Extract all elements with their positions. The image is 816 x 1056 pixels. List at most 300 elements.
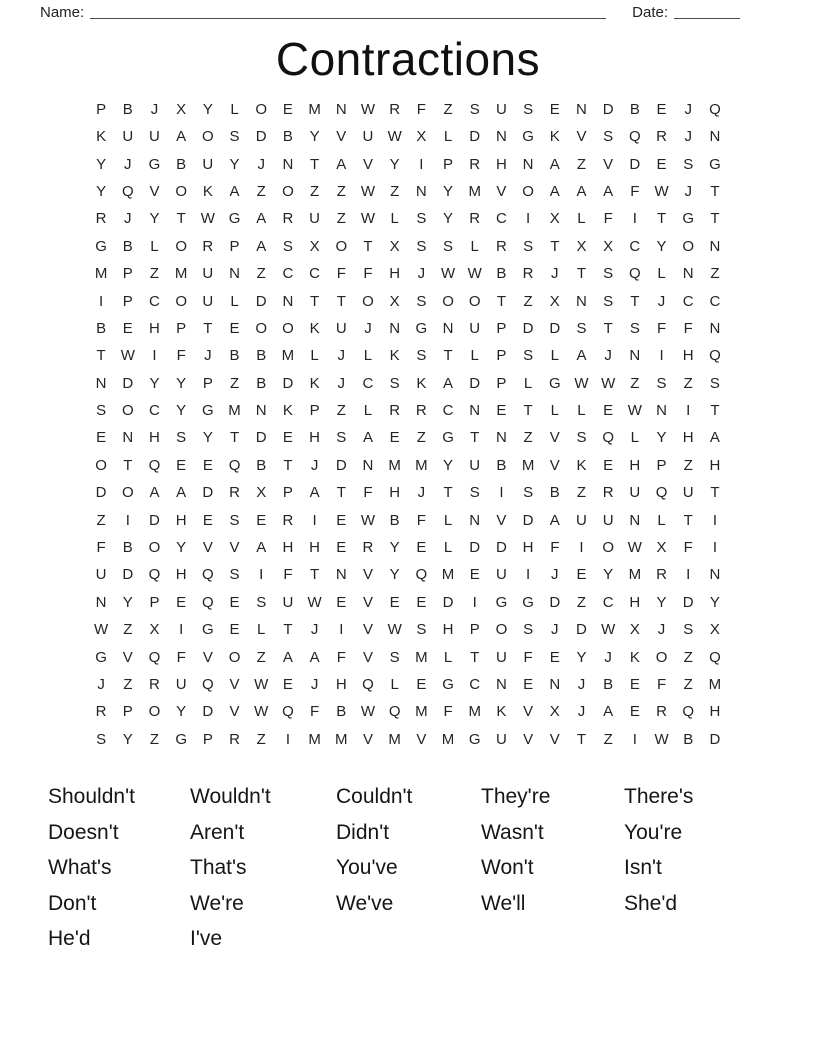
- grid-letter: D: [122, 374, 134, 392]
- grid-letter: U: [629, 484, 641, 502]
- grid-letter: A: [443, 374, 454, 392]
- grid-letter: R: [415, 402, 427, 420]
- grid-letter: N: [709, 128, 721, 146]
- page-title: Contractions: [275, 33, 541, 85]
- grid-letter: R: [602, 484, 614, 502]
- grid-letter: F: [176, 347, 186, 365]
- grid-letter: H: [149, 319, 160, 337]
- grid-letter: L: [230, 100, 239, 118]
- grid-letter: C: [469, 675, 481, 693]
- grid-letter: I: [125, 511, 130, 529]
- grid-letter: M: [388, 456, 401, 474]
- grid-letter: Z: [256, 648, 266, 666]
- grid-letter: H: [495, 155, 507, 173]
- grid-letter: D: [202, 703, 214, 721]
- grid-letter: S: [523, 484, 534, 502]
- grid-letter: J: [551, 265, 559, 283]
- grid-letter: M: [415, 703, 428, 721]
- grid-letter: A: [709, 429, 720, 447]
- grid-letter: V: [549, 456, 560, 474]
- grid-letter: I: [259, 566, 264, 584]
- grid-letter: J: [684, 100, 692, 118]
- grid-letter: N: [255, 402, 267, 420]
- grid-letter: R: [229, 484, 240, 502]
- grid-letter: Y: [176, 402, 187, 420]
- grid-letter: F: [336, 648, 346, 666]
- grid-letter: L: [310, 347, 319, 365]
- grid-letter: D: [469, 128, 481, 146]
- grid-letter: Y: [443, 210, 454, 228]
- grid-letter: B: [122, 539, 133, 557]
- grid-letter: D: [602, 100, 614, 118]
- grid-letter: E: [523, 675, 534, 693]
- grid-letter: L: [150, 237, 159, 255]
- grid-letter: E: [549, 648, 560, 666]
- grid-letter: R: [389, 100, 401, 118]
- grid-letter: I: [686, 402, 691, 420]
- grid-letter: N: [469, 511, 481, 529]
- grid-letter: Q: [602, 429, 614, 447]
- grid-letter: Z: [256, 182, 266, 200]
- grid-letter: T: [363, 237, 373, 255]
- grid-letter: S: [683, 621, 694, 639]
- grid-letter: O: [148, 539, 161, 557]
- grid-letter: M: [415, 648, 428, 666]
- word-list-item: Wouldn't: [190, 784, 271, 808]
- grid-letter: T: [283, 456, 293, 474]
- grid-letter: O: [282, 182, 294, 200]
- grid-letter: U: [495, 566, 507, 584]
- grid-letter: Y: [176, 374, 187, 392]
- grid-letter: R: [522, 265, 534, 283]
- grid-letter: B: [389, 511, 400, 529]
- grid-letter: Y: [443, 182, 454, 200]
- grid-letter: S: [389, 374, 400, 392]
- grid-letter: D: [549, 319, 561, 337]
- grid-letter: J: [150, 100, 159, 118]
- grid-letter: N: [95, 374, 107, 392]
- grid-letter: O: [335, 237, 348, 255]
- grid-letter: T: [310, 292, 320, 310]
- grid-letter: B: [336, 703, 347, 721]
- grid-letter: F: [443, 703, 453, 721]
- grid-letter: C: [682, 292, 694, 310]
- grid-letter: X: [389, 292, 400, 310]
- grid-letter: E: [416, 593, 427, 611]
- grid-letter: V: [523, 730, 534, 748]
- grid-letter: F: [416, 511, 426, 529]
- grid-letter: W: [601, 374, 616, 392]
- word-list-item: Doesn't: [48, 820, 119, 844]
- grid-letter: X: [603, 237, 614, 255]
- grid-letter: S: [603, 265, 614, 283]
- grid-letter: W: [254, 703, 269, 721]
- grid-letter: Q: [202, 593, 214, 611]
- grid-letter: T: [656, 210, 667, 228]
- grid-letter: E: [576, 566, 587, 584]
- grid-letter: R: [282, 210, 294, 228]
- grid-letter: M: [468, 182, 481, 200]
- grid-letter: V: [603, 155, 614, 173]
- grid-letter: E: [603, 456, 614, 474]
- grid-letter: G: [148, 155, 161, 173]
- grid-letter: F: [683, 539, 693, 557]
- grid-letter: Q: [655, 484, 668, 502]
- grid-letter: R: [656, 128, 667, 146]
- word-list-item: He'd: [48, 927, 91, 951]
- grid-letter: Z: [710, 265, 720, 283]
- grid-letter: S: [96, 730, 107, 748]
- grid-letter: G: [442, 675, 454, 693]
- grid-letter: K: [96, 128, 107, 146]
- grid-letter: C: [282, 265, 294, 283]
- grid-letter: I: [152, 347, 157, 365]
- word-list-item: That's: [190, 856, 247, 880]
- grid-letter: Q: [682, 703, 695, 721]
- grid-letter: E: [282, 675, 293, 693]
- grid-letter: Z: [603, 730, 613, 748]
- grid-letter: K: [416, 374, 427, 392]
- grid-letter: B: [683, 730, 694, 748]
- grid-letter: Y: [389, 155, 400, 173]
- grid-letter: G: [682, 210, 695, 228]
- grid-letter: J: [310, 675, 319, 693]
- grid-letter: Z: [336, 402, 346, 420]
- grid-letter: F: [603, 210, 613, 228]
- grid-letter: T: [123, 456, 133, 474]
- grid-letter: D: [335, 456, 347, 474]
- word-list-item: Shouldn't: [48, 784, 135, 808]
- grid-letter: H: [709, 703, 721, 721]
- grid-letter: U: [495, 648, 507, 666]
- grid-letter: S: [523, 347, 534, 365]
- grid-letter: E: [416, 675, 427, 693]
- grid-letter: N: [629, 347, 641, 365]
- grid-letter: E: [282, 429, 293, 447]
- grid-letter: I: [659, 347, 664, 365]
- grid-letter: J: [604, 648, 612, 666]
- word-list-item: Won't: [481, 856, 534, 880]
- grid-letter: Z: [683, 456, 693, 474]
- grid-letter: E: [282, 100, 293, 118]
- grid-letter: P: [282, 484, 293, 502]
- word-list-item: We'll: [481, 891, 526, 915]
- grid-letter: L: [470, 237, 479, 255]
- grid-letter: I: [526, 210, 531, 228]
- grid-letter: E: [629, 675, 640, 693]
- grid-letter: O: [121, 484, 134, 502]
- grid-letter: N: [495, 675, 507, 693]
- grid-letter: S: [523, 237, 534, 255]
- grid-letter: B: [96, 319, 107, 337]
- grid-letter: W: [307, 593, 322, 611]
- grid-letter: N: [709, 237, 721, 255]
- grid-letter: D: [255, 292, 267, 310]
- grid-letter: E: [176, 456, 187, 474]
- grid-letter: T: [203, 319, 213, 337]
- grid-letter: L: [630, 429, 640, 447]
- grid-letter: U: [469, 319, 481, 337]
- grid-letter: W: [200, 210, 215, 228]
- grid-letter: K: [309, 319, 320, 337]
- grid-letter: P: [469, 621, 480, 639]
- grid-letter: Z: [336, 182, 346, 200]
- grid-letter: R: [229, 730, 240, 748]
- grid-letter: L: [657, 265, 666, 283]
- grid-letter: I: [632, 730, 637, 748]
- grid-letter: L: [257, 621, 266, 639]
- grid-letter: W: [120, 347, 135, 365]
- grid-letter: N: [415, 182, 427, 200]
- grid-letter: D: [149, 511, 160, 529]
- grid-letter: M: [174, 265, 188, 283]
- grid-letter: N: [495, 128, 507, 146]
- grid-letter: T: [683, 511, 693, 529]
- grid-letter: B: [629, 100, 640, 118]
- grid-letter: U: [576, 511, 587, 529]
- grid-letter: H: [629, 456, 641, 474]
- grid-letter: P: [496, 347, 507, 365]
- word-list-item: There's: [624, 784, 694, 808]
- grid-letter: B: [122, 237, 133, 255]
- grid-letter: P: [122, 292, 133, 310]
- grid-letter: O: [255, 319, 268, 337]
- grid-letter: T: [229, 429, 240, 447]
- grid-letter: J: [257, 155, 265, 173]
- grid-letter: S: [656, 374, 667, 392]
- grid-letter: S: [416, 621, 427, 639]
- grid-letter: G: [442, 429, 454, 447]
- grid-letter: K: [202, 182, 213, 200]
- grid-letter: D: [576, 621, 587, 639]
- grid-letter: X: [709, 621, 720, 639]
- grid-letter: B: [496, 265, 507, 283]
- grid-letter: V: [229, 703, 240, 721]
- grid-letter: F: [416, 100, 426, 118]
- grid-letter: L: [390, 675, 399, 693]
- grid-letter: D: [709, 730, 721, 748]
- grid-letter: S: [416, 292, 427, 310]
- grid-letter: A: [549, 511, 560, 529]
- grid-letter: A: [336, 155, 347, 173]
- grid-letter: B: [122, 100, 133, 118]
- grid-letter: R: [469, 155, 481, 173]
- grid-letter: N: [122, 429, 134, 447]
- grid-letter: L: [230, 292, 239, 310]
- grid-letter: M: [521, 456, 535, 474]
- grid-letter: E: [122, 319, 133, 337]
- grid-letter: S: [576, 319, 587, 337]
- name-label: Name:: [40, 4, 85, 21]
- grid-letter: S: [416, 347, 427, 365]
- grid-letter: U: [202, 155, 214, 173]
- grid-letter: Z: [683, 675, 693, 693]
- grid-letter: B: [229, 347, 240, 365]
- grid-letter: K: [282, 402, 293, 420]
- grid-letter: B: [176, 155, 187, 173]
- grid-letter: P: [656, 456, 667, 474]
- grid-letter: Q: [629, 128, 641, 146]
- grid-letter: N: [229, 265, 240, 283]
- grid-letter: B: [256, 456, 267, 474]
- grid-letter: I: [99, 292, 104, 310]
- grid-letter: P: [149, 593, 160, 611]
- grid-letter: J: [684, 128, 692, 146]
- grid-letter: L: [550, 347, 559, 365]
- grid-letter: Y: [389, 539, 400, 557]
- grid-letter: R: [495, 237, 507, 255]
- grid-letter: J: [204, 347, 212, 365]
- grid-letter: Y: [656, 237, 667, 255]
- grid-letter: H: [335, 675, 347, 693]
- grid-letter: N: [282, 155, 294, 173]
- grid-letter: T: [710, 484, 720, 502]
- grid-letter: M: [441, 730, 455, 748]
- grid-letter: O: [442, 292, 454, 310]
- word-list-item: Aren't: [190, 820, 245, 844]
- grid-letter: S: [523, 100, 534, 118]
- grid-letter: C: [149, 292, 160, 310]
- grid-letter: T: [576, 730, 587, 748]
- grid-letter: E: [496, 402, 507, 420]
- grid-letter: L: [363, 347, 373, 365]
- grid-letter: M: [628, 566, 642, 584]
- grid-letter: V: [362, 566, 373, 584]
- grid-letter: Z: [576, 155, 587, 173]
- grid-letter: O: [602, 539, 614, 557]
- word-list-item: Wasn't: [481, 820, 544, 844]
- grid-letter: U: [149, 128, 160, 146]
- grid-letter: Y: [122, 593, 133, 611]
- grid-letter: U: [335, 319, 347, 337]
- grid-letter: E: [202, 511, 213, 529]
- grid-letter: V: [229, 539, 240, 557]
- grid-letter: Z: [630, 374, 640, 392]
- grid-letter: Y: [229, 155, 240, 173]
- grid-letter: A: [176, 484, 187, 502]
- grid-letter: V: [336, 128, 347, 146]
- grid-letter: Z: [443, 100, 453, 118]
- grid-letter: W: [654, 730, 669, 748]
- grid-letter: B: [603, 675, 614, 693]
- grid-letter: H: [149, 429, 160, 447]
- grid-letter: J: [657, 621, 666, 639]
- grid-letter: M: [388, 730, 401, 748]
- grid-letter: U: [469, 456, 481, 474]
- grid-letter: A: [256, 237, 267, 255]
- grid-letter: T: [96, 347, 106, 365]
- grid-letter: X: [176, 100, 187, 118]
- grid-letter: N: [709, 319, 721, 337]
- grid-letter: H: [442, 621, 454, 639]
- grid-letter: Z: [310, 182, 320, 200]
- grid-letter: T: [630, 292, 640, 310]
- grid-letter: S: [229, 566, 240, 584]
- grid-letter: O: [495, 621, 508, 639]
- grid-letter: Y: [176, 703, 187, 721]
- grid-letter: W: [254, 675, 269, 693]
- grid-letter: J: [417, 265, 426, 283]
- grid-letter: T: [336, 292, 346, 310]
- grid-letter: L: [443, 539, 453, 557]
- grid-letter: P: [496, 319, 507, 337]
- grid-letter: N: [495, 429, 507, 447]
- grid-letter: E: [176, 593, 187, 611]
- grid-letter: I: [312, 511, 317, 529]
- grid-letter: U: [602, 511, 614, 529]
- grid-letter: H: [282, 539, 294, 557]
- word-list-column: [624, 779, 816, 957]
- grid-letter: M: [468, 703, 481, 721]
- grid-letter: L: [390, 210, 399, 228]
- grid-letter: X: [549, 292, 560, 310]
- grid-letter: N: [549, 675, 561, 693]
- grid-letter: W: [440, 265, 456, 283]
- grid-letter: Q: [709, 648, 721, 666]
- grid-letter: D: [522, 319, 534, 337]
- grid-letter: E: [469, 566, 480, 584]
- grid-letter: Z: [123, 675, 133, 693]
- grid-letter: K: [576, 456, 587, 474]
- grid-letter: S: [229, 511, 240, 529]
- grid-letter: Y: [149, 210, 160, 228]
- grid-letter: T: [310, 155, 320, 173]
- grid-letter: I: [579, 539, 584, 557]
- grid-letter: E: [416, 539, 427, 557]
- grid-letter: P: [122, 703, 133, 721]
- grid-letter: E: [229, 319, 240, 337]
- grid-letter: I: [419, 155, 424, 173]
- grid-letter: J: [337, 374, 346, 392]
- grid-letter: H: [309, 429, 321, 447]
- grid-letter: R: [282, 511, 294, 529]
- grid-letter: J: [310, 456, 319, 474]
- grid-letter: T: [496, 292, 506, 310]
- grid-letter: D: [469, 374, 481, 392]
- grid-letter: S: [96, 402, 107, 420]
- grid-letter: M: [708, 675, 722, 693]
- grid-letter: A: [309, 648, 320, 666]
- grid-letter: X: [416, 128, 427, 146]
- grid-letter: N: [469, 402, 481, 420]
- grid-letter: I: [686, 566, 691, 584]
- grid-letter: L: [363, 402, 373, 420]
- grid-letter: S: [336, 429, 347, 447]
- grid-letter: U: [95, 566, 107, 584]
- grid-letter: W: [601, 621, 616, 639]
- grid-letter: N: [682, 265, 694, 283]
- grid-letter: N: [576, 292, 587, 310]
- grid-letter: R: [389, 402, 401, 420]
- grid-letter: D: [469, 539, 481, 557]
- grid-letter: Q: [148, 648, 161, 666]
- grid-letter: X: [309, 237, 320, 255]
- grid-letter: T: [710, 182, 720, 200]
- grid-letter: A: [603, 703, 614, 721]
- grid-letter: S: [443, 237, 454, 255]
- grid-letter: D: [442, 593, 454, 611]
- grid-letter: V: [549, 730, 560, 748]
- grid-letter: G: [522, 593, 534, 611]
- grid-letter: L: [443, 128, 453, 146]
- grid-letter: V: [149, 182, 160, 200]
- grid-letter: O: [682, 237, 695, 255]
- grid-letter: I: [632, 210, 637, 228]
- grid-letter: K: [389, 347, 400, 365]
- word-list-item: We've: [336, 891, 394, 915]
- word-list-item: She'd: [624, 891, 678, 915]
- grid-letter: D: [522, 511, 534, 529]
